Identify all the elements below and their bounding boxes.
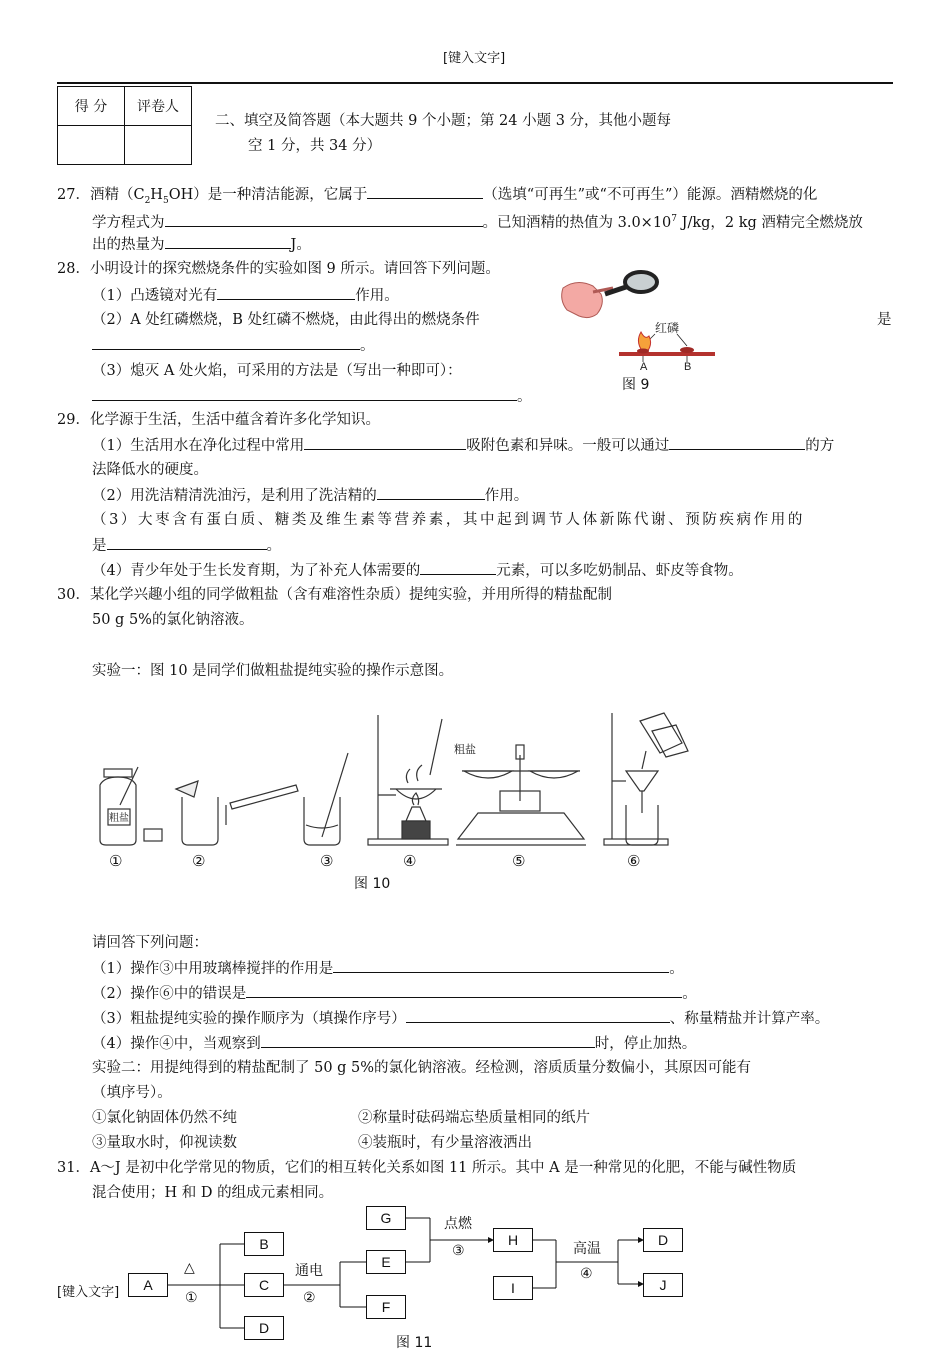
q28-blank-3[interactable]	[92, 386, 517, 401]
score-label: 得 分	[58, 87, 125, 126]
balance-icon	[456, 745, 586, 845]
hand-icon	[562, 282, 613, 317]
node-g: G	[366, 1206, 406, 1230]
q27-line1: 27．酒精$(C_2H_5OH)$是一种清洁能源，它属于 （选填“可再生”或“不可再生”）能源。酒精燃烧的化	[57, 184, 817, 211]
figure-11-connectors	[0, 1200, 950, 1344]
q30-text: （3）粗盐提纯实验的操作顺序为（填操作序号）	[92, 1011, 406, 1027]
q27-line3	[92, 234, 311, 255]
q30-text: （2）操作⑥中的错误是	[92, 986, 247, 1002]
cond-4-num: ④	[580, 1266, 593, 1282]
q29-p1	[92, 435, 834, 456]
q29-text: 元素，可以多吃奶制品、虾皮等食物。	[496, 563, 743, 579]
cond-heat: △	[184, 1260, 195, 1276]
q28-intro	[57, 259, 500, 279]
cond-2-num: ②	[303, 1290, 316, 1306]
q30-text: （4）操作④中，当观察到	[92, 1036, 261, 1052]
copper-plate	[619, 352, 715, 356]
q27-text: 出的热量为	[92, 237, 165, 253]
q30-exp1: 实验一：图 10 是同学们做粗盐提纯实验的操作示意图。	[92, 663, 454, 679]
grader-cell	[125, 126, 192, 165]
figure-11-caption: 图 11	[396, 1335, 433, 1351]
fig10-step-5: ⑤	[512, 852, 526, 870]
reagent-jar-icon	[100, 767, 162, 845]
q28-p2: （2）A 处红磷燃烧，B 处红磷不燃烧，由此得出的燃烧条件	[92, 312, 480, 328]
header-placeholder: [键入文字]	[443, 51, 506, 66]
footer-placeholder: [键入文字]	[57, 1285, 120, 1300]
figure-9-caption: 图 9	[622, 377, 650, 393]
section-title: 二、填空及简答题（本大题共 9 个小题；第 24 小题 3 分，其他小题每	[215, 113, 672, 129]
node-h: H	[493, 1228, 533, 1252]
q28-blank-2[interactable]	[92, 335, 360, 350]
fig9-label-b: B	[684, 361, 692, 373]
q30-text: 。	[669, 961, 684, 977]
score-table	[57, 86, 192, 165]
fig10-step-3: ③	[320, 852, 334, 870]
node-j: J	[643, 1273, 683, 1297]
q29-p1-line2: 法降低水的硬度。	[92, 462, 208, 478]
q30-intro-line2: 50 g 5%的氯化钠溶液。	[92, 612, 254, 628]
q30-blank-3[interactable]	[406, 1008, 670, 1023]
q27-number: 27．	[57, 187, 90, 203]
q30-p1	[92, 958, 684, 979]
cond-ignite: 点燃	[444, 1216, 472, 1232]
q30-text: 时，停止加热。	[594, 1036, 697, 1052]
evaporation-setup-icon	[368, 715, 448, 845]
q30-p3	[92, 1008, 829, 1029]
q27-blank-1[interactable]	[367, 184, 483, 199]
q30-number: 30．	[57, 587, 90, 603]
q29-blank-5[interactable]	[420, 560, 496, 575]
q29-p2	[92, 485, 528, 506]
q31-line1	[57, 1158, 796, 1178]
cond-electrolysis: 通电	[295, 1263, 323, 1279]
q28-text: 。	[360, 338, 375, 354]
q30-exp2: 实验二：用提纯得到的精盐配制了 50 g 5%的氯化钠溶液。经检测，溶质质量分数偏小，其原因可能有	[92, 1060, 752, 1076]
node-d-2: D	[643, 1228, 683, 1252]
q27-blank-2[interactable]	[165, 212, 483, 227]
q29-p3: （3）大枣含有蛋白质、糖类及维生素等营养素，其中起到调节人体新陈代谢、预防疾病作用的	[92, 512, 805, 528]
fig10-step-6: ⑥	[627, 852, 641, 870]
q30-option-3: ③量取水时，仰视读数	[92, 1135, 237, 1151]
q31-text: A～J 是初中化学常见的物质，它们的相互转化关系如图 11 所示。其中 A 是一种常见的化肥，不能与碱性物质	[89, 1160, 797, 1176]
q30-text: 某化学兴趣小组的同学做粗盐（含有难溶性杂质）提纯实验，并用所得的精盐配制	[89, 587, 612, 603]
q28-text: 小明设计的探究燃烧条件的实验如图 9 所示。请回答下列问题。	[89, 261, 500, 277]
q28-p3-line2	[92, 386, 532, 407]
q27-sup: 7	[671, 214, 678, 224]
q28-text: （1）凸透镜对光有	[92, 288, 218, 304]
q29-blank-4[interactable]	[107, 535, 267, 550]
fig10-step-1: ①	[109, 852, 123, 870]
q29-text: （1）生活用水在净化过程中常用	[92, 438, 305, 454]
fig10-coarse-salt-label-2: 粗盐	[454, 744, 476, 756]
q27-text: H	[150, 187, 163, 203]
q28-p1	[92, 285, 399, 306]
node-b: B	[244, 1232, 284, 1256]
q29-number: 29．	[57, 412, 90, 428]
fig10-coarse-salt-label-1: 粗盐	[109, 813, 129, 824]
q28-text: 。	[517, 389, 532, 405]
q27-text: （选填“可再生”或“不可再生”）能源。酒精燃烧的化	[483, 187, 818, 203]
q27-text: J。	[290, 237, 311, 253]
q30-exp2-line2: （填序号）。	[92, 1085, 172, 1101]
magnifier-icon	[605, 272, 657, 294]
q27-text: J/kg，2 kg 酒精完全燃烧放	[677, 214, 863, 231]
cond-high-temp: 高温	[573, 1241, 601, 1257]
q30-ask: 请回答下列问题：	[92, 935, 208, 951]
score-cell	[58, 126, 125, 165]
q29-intro	[57, 410, 380, 430]
q27-line2	[92, 209, 863, 233]
cylinder-pouring-icon	[226, 785, 298, 825]
dissolving-beaker-icon	[304, 753, 348, 845]
header-rule	[57, 82, 893, 84]
q27-blank-3[interactable]	[165, 234, 291, 249]
q29-blank-1[interactable]	[304, 435, 466, 450]
node-i: I	[493, 1276, 533, 1300]
q27-text: 酒精（C	[89, 187, 145, 203]
node-d-1: D	[244, 1316, 284, 1340]
node-e: E	[366, 1250, 406, 1274]
q27-text: OH）是一种清洁能源，它属于	[168, 187, 368, 203]
q30-text: （1）操作③中用玻璃棒搅拌的作用是	[92, 961, 334, 977]
q28-p3: （3）熄灭 A 处火焰，可采用的方法是（写出一种即可）：	[92, 363, 462, 379]
fig10-step-2: ②	[192, 852, 206, 870]
q29-blank-2[interactable]	[669, 435, 805, 450]
q30-text: 。	[682, 986, 697, 1002]
q29-text: （2）用洗洁精清洗油污，是利用了洗洁精的	[92, 488, 377, 504]
fig9-label-a: A	[640, 361, 648, 373]
q31-line2: 混合使用；H 和 D 的组成元素相同。	[92, 1185, 334, 1201]
q29-text: 。	[266, 538, 281, 554]
fig10-step-4: ④	[403, 852, 417, 870]
q30-blank-2[interactable]	[246, 983, 682, 998]
q28-text: 作用。	[355, 288, 399, 304]
figure-10	[90, 705, 700, 850]
q29-text: （4）青少年处于生长发育期，为了补充人体需要的	[92, 563, 421, 579]
q30-intro	[57, 585, 612, 605]
q28-blank-1[interactable]	[217, 285, 355, 300]
q31-number: 31．	[57, 1160, 90, 1176]
fig9-red-phosphorus-label: 红磷	[655, 321, 680, 335]
filtration-setup-icon	[604, 713, 688, 845]
node-a: A	[128, 1273, 168, 1297]
q30-p2	[92, 983, 697, 1004]
section-title-cont: 空 1 分，共 34 分）	[248, 138, 382, 154]
q29-text: 吸附色素和异味。一般可以通过	[466, 438, 670, 454]
q30-text: 、称量精盐并计算产率。	[669, 1011, 830, 1027]
q30-blank-1[interactable]	[333, 958, 669, 973]
cond-3-num: ③	[452, 1243, 465, 1259]
q30-option-4: ④装瓶时，有少量溶液洒出	[358, 1135, 532, 1151]
node-c: C	[244, 1273, 284, 1297]
figure-10-caption: 图 10	[354, 876, 391, 892]
q28-number: 28．	[57, 261, 90, 277]
q29-text: 作用。	[484, 488, 529, 504]
q27-text: 学方程式为	[92, 214, 165, 231]
q30-option-2: ②称量时砝码端忘垫质量相同的纸片	[358, 1110, 590, 1126]
q29-text: 是	[92, 538, 107, 554]
q29-text: 的方	[805, 438, 835, 454]
beaker-pouring-icon	[176, 781, 218, 845]
q30-blank-4[interactable]	[261, 1033, 595, 1048]
q29-p3-line2	[92, 535, 281, 556]
q29-text: 化学源于生活，生活中蕴含着许多化学知识。	[89, 412, 380, 428]
cond-1-num: ①	[185, 1290, 198, 1306]
node-f: F	[366, 1295, 406, 1319]
q28-p2-line2	[92, 335, 375, 356]
q30-p4	[92, 1033, 696, 1054]
q30-option-1: ①氯化钠固体仍然不纯	[92, 1110, 237, 1126]
grader-label: 评卷人	[125, 87, 192, 126]
q29-blank-3[interactable]	[377, 485, 485, 500]
q28-p2-shi: 是	[877, 312, 892, 328]
q27-text: 。已知酒精的热值为 3.0×10	[482, 214, 672, 231]
q29-p4	[92, 560, 743, 581]
